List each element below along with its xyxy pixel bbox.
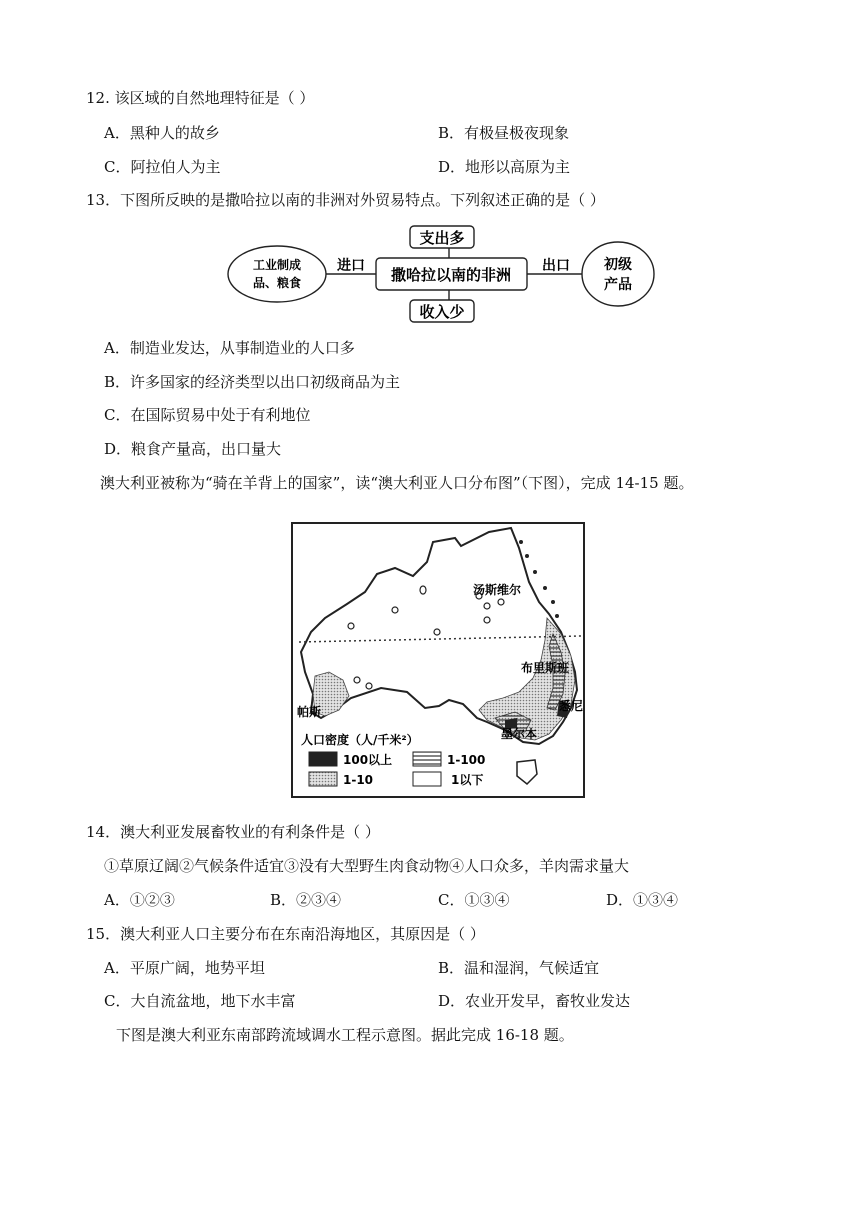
center-label: 撒哈拉以南的非洲 [390,266,512,284]
q12-option-a: A．黑种人的故乡 [104,124,220,142]
q13-option-b: B．许多国家的经济类型以出口初级商品为主 [104,373,401,391]
q13-stem: 13．下图所反映的是撒哈拉以南的非洲对外贸易特点。下列叙述正确的是（ ） [86,191,605,209]
q14-option-b: B．②③④ [270,891,342,909]
q14-option-a: A．①②③ [104,891,175,909]
q13-option-a: A．制造业发达，从事制造业的人口多 [104,339,355,357]
left-node-line2: 品、粮食 [252,276,302,290]
legend-swatch-below-1 [413,772,441,786]
legend-swatch-100 [309,752,337,766]
city-perth: 帕斯 [297,705,322,719]
q12-option-c: C．阿拉伯人为主 [104,158,221,176]
legend-label-below-1: 1以下 [451,773,484,787]
q12-stem: 12. 该区域的自然地理特征是（ ） [86,89,315,107]
q14-stem: 14．澳大利亚发展畜牧业的有利条件是（ ） [86,823,380,841]
city-townsville: 汤斯维尔 [473,583,522,597]
australia-population-map [291,522,585,798]
right-node-line1: 初级 [604,257,632,273]
q15-option-a: A．平原广阔，地势平坦 [104,959,265,977]
q14-statements: ①草原辽阔②气候条件适宜③没有大型野生肉食动物④人口众多，羊肉需求量大 [104,857,630,875]
q14-option-d: D．①③④ [606,891,679,909]
legend-label-100: 100以上 [343,753,393,767]
legend-label-1-10: 1-10 [343,773,374,787]
legend-swatch-1-100 [413,752,441,766]
legend-label-1-100: 1-100 [447,753,486,767]
legend-title: 人口密度（人/千米²） [301,733,419,747]
trade-diagram [226,222,666,328]
export-label: 出口 [542,258,570,274]
q15-option-b: B．温和湿润，气候适宜 [438,959,600,977]
q15-option-c: C．大自流盆地，地下水丰富 [104,992,296,1010]
q12-option-b: B．有极昼极夜现象 [438,124,570,142]
city-melbourne: 墨尔本 [501,727,538,741]
city-brisbane: 布里斯班 [521,661,570,675]
city-sydney: 悉尼 [559,699,584,713]
import-label: 进口 [337,258,365,274]
q12-option-d: D．地形以高原为主 [438,158,571,176]
legend-swatch-1-10 [309,772,337,786]
top-label: 支出多 [419,229,465,247]
intro-16-18: 下图是澳大利亚东南部跨流域调水工程示意图。据此完成 16-18 题。 [116,1026,574,1044]
right-node [582,242,654,306]
q13-option-d: D．粮食产量高，出口量大 [104,440,282,458]
q15-stem: 15．澳大利亚人口主要分布在东南沿海地区，其原因是（ ） [86,925,485,943]
left-node [228,246,326,302]
right-node-line2: 产品 [604,277,632,293]
bottom-label: 收入少 [419,303,465,321]
q13-option-c: C．在国际贸易中处于有利地位 [104,406,311,424]
q14-option-c: C．①③④ [438,891,510,909]
q15-option-d: D．农业开发早，畜牧业发达 [438,992,631,1010]
left-node-line1: 工业制成 [252,258,302,272]
intro-14-15: 澳大利亚被称为“骑在羊背上的国家”，读“澳大利亚人口分布图”（下图），完成 14-15 题。 [100,474,694,492]
